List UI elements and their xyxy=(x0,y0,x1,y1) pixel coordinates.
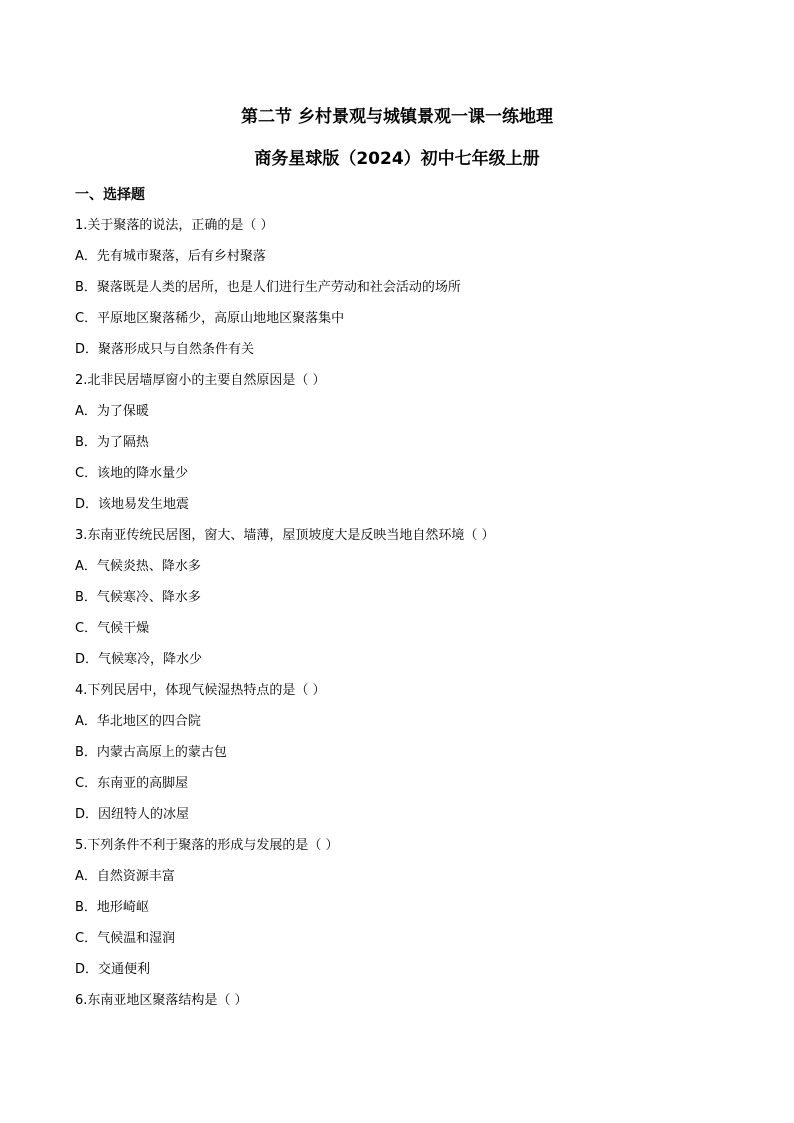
question-option: C．平原地区聚落稀少，高原山地地区聚落集中 xyxy=(75,311,345,326)
question-option: B．聚落既是人类的居所，也是人们进行生产劳动和社会活动的场所 xyxy=(75,280,461,295)
question-stem: 4.下列民居中，体现气候湿热特点的是（ ） xyxy=(75,683,326,698)
question-stem: 3.东南亚传统民居图，窗大、墙薄，屋顶坡度大是反映当地自然环境（ ） xyxy=(75,528,495,543)
question-option: A．华北地区的四合院 xyxy=(75,714,201,729)
question-option: D．气候寒冷，降水少 xyxy=(75,652,203,667)
question-option: C．气候温和湿润 xyxy=(75,931,176,946)
question-option: A．先有城市聚落，后有乡村聚落 xyxy=(75,249,266,264)
question-option: D．该地易发生地震 xyxy=(75,497,190,512)
question-option: D．聚落形成只与自然条件有关 xyxy=(75,342,255,357)
question-option: A．气候炎热、降水多 xyxy=(75,559,201,574)
question-stem: 5.下列条件不利于聚落的形成与发展的是（ ） xyxy=(75,838,339,853)
question-option: A．为了保暖 xyxy=(75,404,149,419)
question-option: B．内蒙古高原上的蒙古包 xyxy=(75,745,227,760)
document-title: 第二节 乡村景观与城镇景观一课一练地理 xyxy=(241,107,553,127)
question-stem: 6.东南亚地区聚落结构是（ ） xyxy=(75,993,248,1008)
question-list xyxy=(75,216,735,1022)
question-option: D．交通便利 xyxy=(75,962,151,977)
question-stem: 2.北非民居墙厚窗小的主要自然原因是（ ） xyxy=(75,373,326,388)
question-stem: 1.关于聚落的说法，正确的是（ ） xyxy=(75,218,274,233)
section-heading: 一、选择题 xyxy=(75,187,145,203)
question-option: C．该地的降水量少 xyxy=(75,466,189,481)
question-option: A．自然资源丰富 xyxy=(75,869,175,884)
document-subtitle: 商务星球版（2024）初中七年级上册 xyxy=(254,149,540,169)
question-option: B．地形崎岖 xyxy=(75,900,149,915)
question-option: C．东南亚的高脚屋 xyxy=(75,776,189,791)
question-option: D．因纽特人的冰屋 xyxy=(75,807,190,822)
question-option: B．为了隔热 xyxy=(75,435,149,450)
question-option: C．气候干燥 xyxy=(75,621,150,636)
question-option: B．气候寒冷、降水多 xyxy=(75,590,201,605)
